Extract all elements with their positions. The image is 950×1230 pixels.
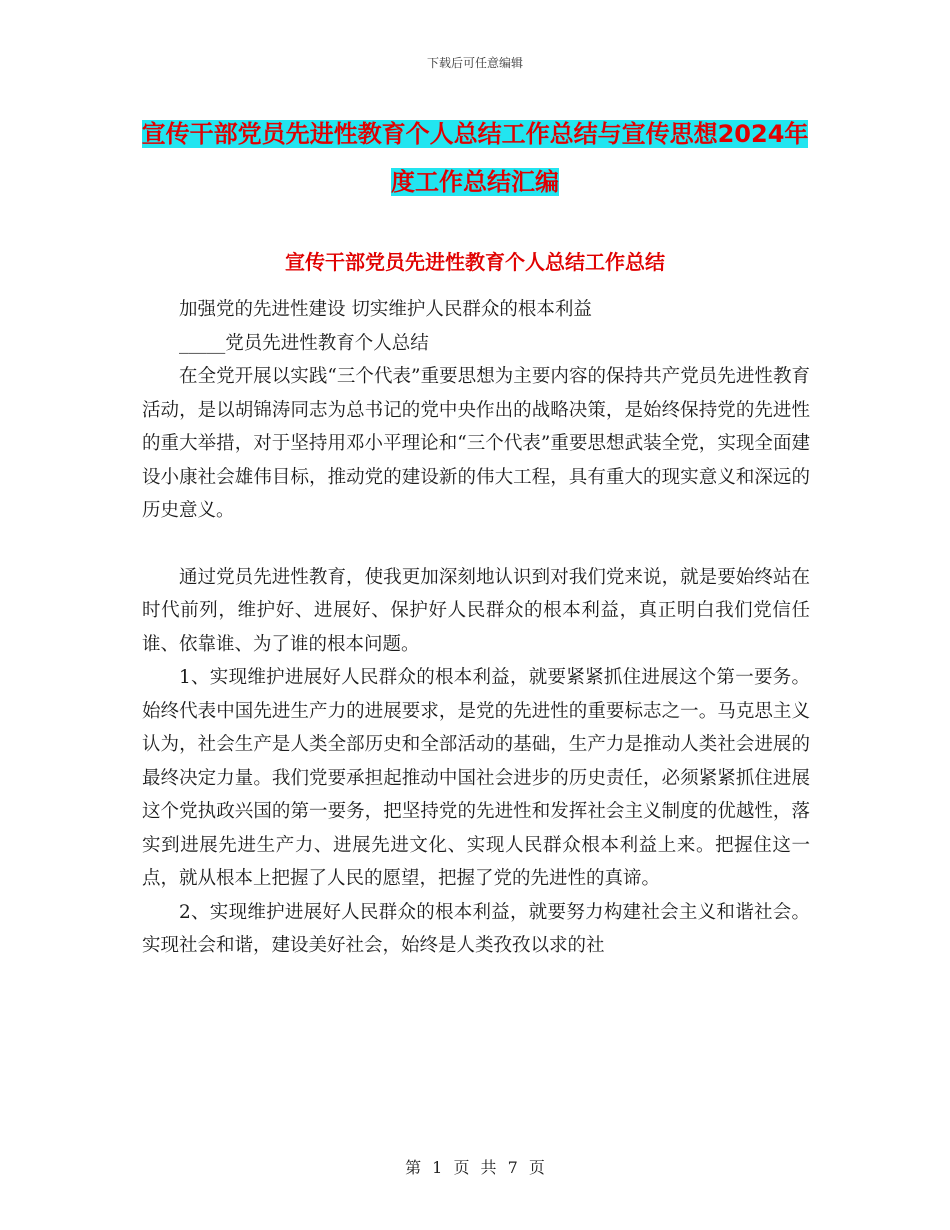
- section-subtitle: 宣传干部党员先进性教育个人总结工作总结: [285, 250, 665, 274]
- paragraph: 通过党员先进性教育，使我更加深刻地认识到对我们党来说，就是要始终站在时代前列，维护好、进展好、保护好人民群众的根本利益，真正明白我们党信任谁、依靠谁、为了谁的根本问题。: [142, 566, 810, 655]
- page-footer: 第 1 页 共 7 页: [405, 1158, 545, 1177]
- paragraph: 在全党开展以实践“三个代表”重要思想为主要内容的保持共产党员先进性教育活动，是以胡锦涛同志为总书记的党中央作出的战略决策，是始终保持党的先进性的重大举措，对于坚持用邓小平理论和“三个代表”重要思想武装全党，实现全面建设小康社会雄伟目标，推动党的建设新的伟大工程，具有重大的现实意义和深远的历史意义。: [142, 366, 810, 521]
- document-title-text: 宣传干部党员先进性教育个人总结工作总结与宣传思想2024年度工作总结汇编: [141, 120, 809, 196]
- paragraph: 加强党的先进性建设 切实维护人民群众的根本利益: [179, 299, 592, 320]
- paragraph: 1、实现维护进展好人民群众的根本利益，就要紧紧抓住进展这个第一要务。始终代表中国先进生产力的进展要求，是党的先进性的重要标志之一。马克思主义认为，社会生产是人类全部历史和全部活动的基础，生产力是推动人类社会进展的最终决定力量。我们党要承担起推动中国社会进步的历史责任，必须紧紧抓住进展这个党执政兴国的第一要务，把坚持党的先进性和发挥社会主义制度的优越性，落实到进展先进生产力、进展先进文化、实现人民群众根本利益上来。把握住这一点，就从根本上把握了人民的愿望，把握了党的先进性的真谛。: [142, 667, 810, 889]
- document-title: [140, 110, 810, 206]
- document-body: [142, 293, 810, 963]
- paragraph: 2、实现维护进展好人民群众的根本利益，就要努力构建社会主义和谐社会。实现社会和谐，建设美好社会，始终是人类孜孜以求的社: [142, 901, 810, 956]
- paragraph: _____党员先进性教育个人总结: [179, 332, 429, 354]
- header-note: 下载后可任意编辑: [426, 56, 523, 70]
